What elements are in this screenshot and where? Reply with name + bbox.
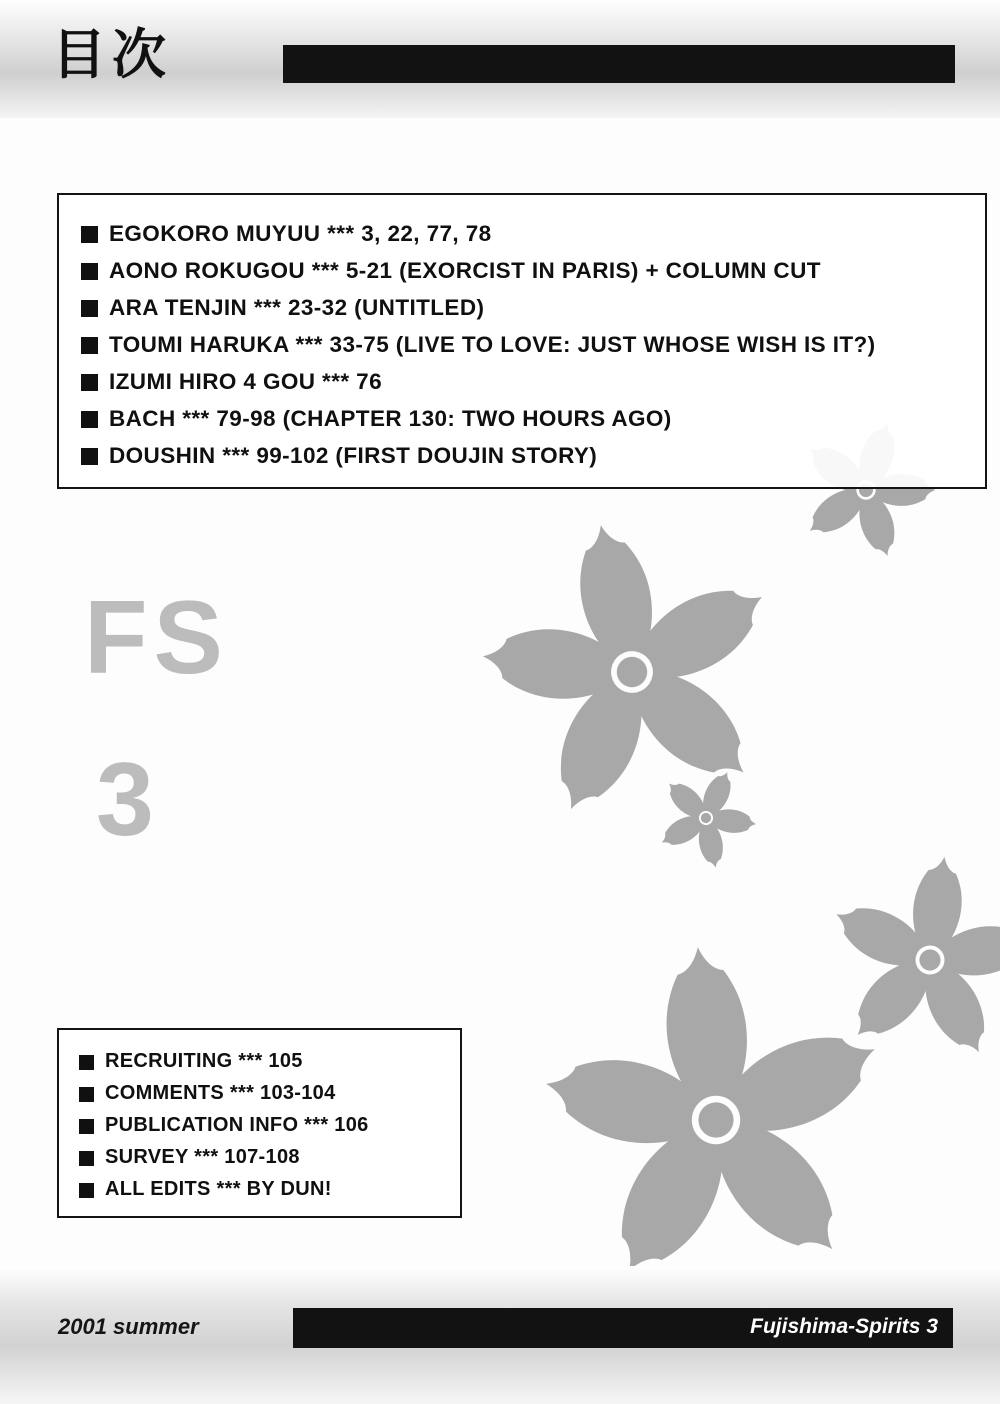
square-bullet-icon: [81, 374, 98, 391]
square-bullet-icon: [81, 300, 98, 317]
square-bullet-icon: [81, 448, 98, 465]
square-bullet-icon: [81, 411, 98, 428]
page-title: 目次: [52, 23, 172, 86]
list-item: [81, 221, 985, 247]
table-of-contents-back-matter: [57, 1028, 462, 1218]
list-item: [79, 1146, 460, 1169]
toc-entry-text: ARA TENJIN *** 23-32 (UNTITLED): [109, 295, 485, 320]
toc-entry-text: TOUMI HARUKA *** 33-75 (LIVE TO LOVE: JUST WHOSE WISH IS IT?): [109, 332, 876, 357]
square-bullet-icon: [81, 226, 98, 243]
list-item: [81, 406, 985, 432]
toc-entry-text: RECRUITING *** 105: [105, 1050, 303, 1072]
toc-entry-text: AONO ROKUGOU *** 5-21 (EXORCIST IN PARIS) + COLUMN CUT: [109, 258, 821, 283]
footer-date: 2001 summer: [58, 1314, 199, 1339]
toc-entry-text: ALL EDITS *** BY DUN!: [105, 1178, 332, 1200]
square-bullet-icon: [79, 1183, 94, 1198]
toc-entry-text: IZUMI HIRO 4 GOU *** 76: [109, 369, 383, 394]
list-item: [81, 258, 985, 284]
list-item: [79, 1114, 460, 1137]
square-bullet-icon: [81, 337, 98, 354]
header-decoration-bar: [283, 45, 955, 83]
square-bullet-icon: [81, 263, 98, 280]
square-bullet-icon: [79, 1119, 94, 1134]
page-header: [0, 0, 1000, 118]
list-item: [81, 295, 985, 321]
watermark-line-2: 3: [96, 742, 154, 858]
toc-entry-text: PUBLICATION INFO *** 106: [105, 1114, 369, 1136]
list-item: [79, 1082, 460, 1105]
toc-entry-text: COMMENTS *** 103-104: [105, 1082, 336, 1104]
list-item: [81, 369, 985, 395]
toc-entry-text: SURVEY *** 107-108: [105, 1146, 300, 1168]
toc-entry-text: DOUSHIN *** 99-102 (FIRST DOUJIN STORY): [109, 443, 598, 468]
list-item: [81, 332, 985, 358]
list-item: [81, 443, 985, 469]
toc-entry-text: EGOKORO MUYUU *** 3, 22, 77, 78: [109, 221, 492, 246]
table-of-contents-main: [57, 193, 987, 489]
footer-book-title: Fujishima-Spirits 3: [750, 1315, 938, 1338]
square-bullet-icon: [79, 1087, 94, 1102]
toc-entry-text: BACH *** 79-98 (CHAPTER 130: TWO HOURS AGO): [109, 406, 672, 431]
square-bullet-icon: [79, 1055, 94, 1070]
list-item: [79, 1050, 460, 1073]
square-bullet-icon: [79, 1151, 94, 1166]
list-item: [79, 1178, 460, 1201]
watermark-line-1: FS: [84, 580, 229, 696]
